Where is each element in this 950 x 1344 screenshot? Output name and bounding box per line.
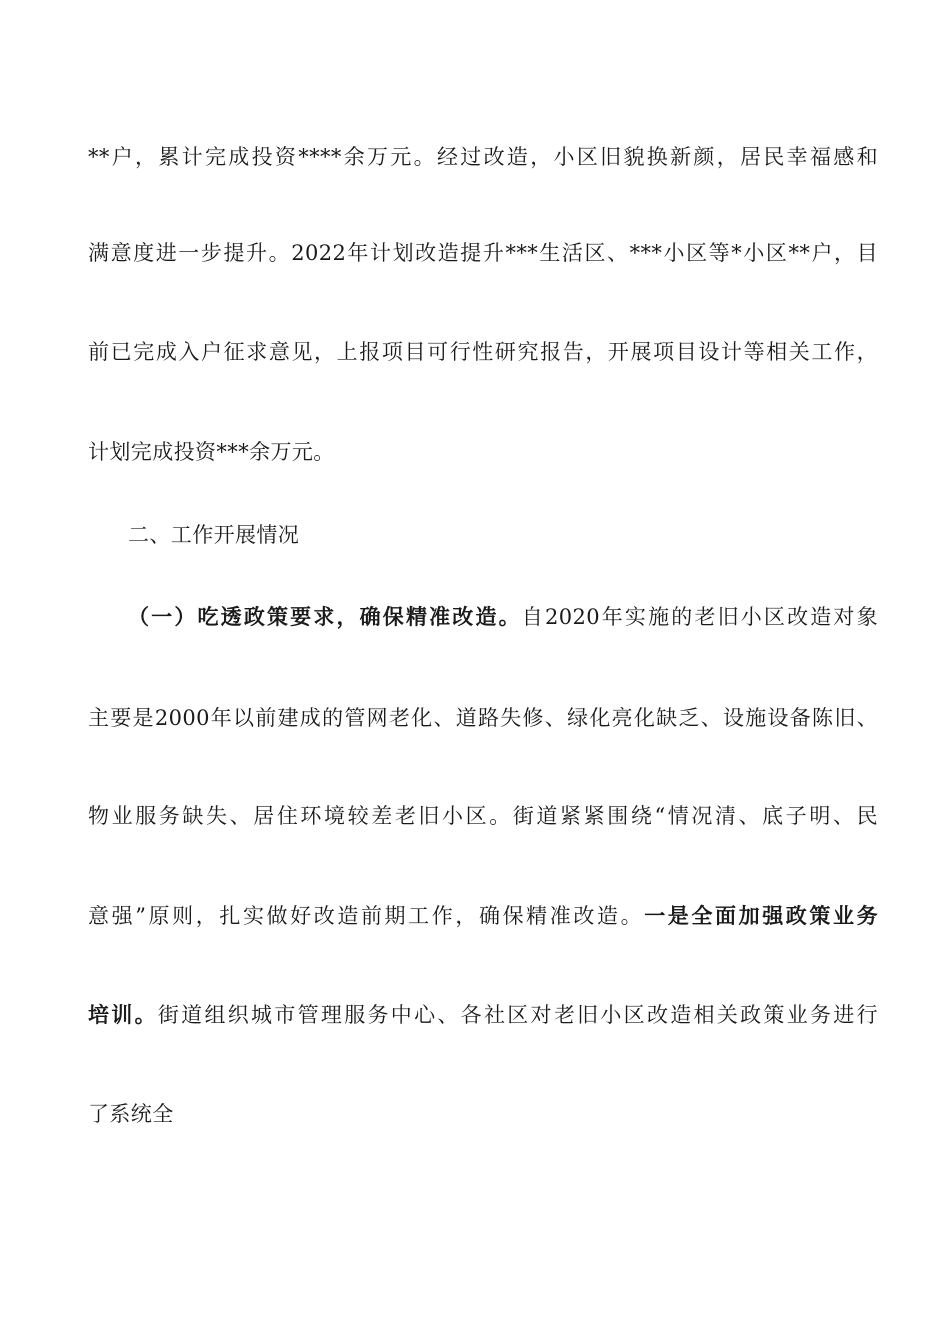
paragraph2-line2: 主要是2000年以前建成的管网老化、道路失修、绿化亮化缺乏、设施设备陈旧、: [88, 706, 878, 730]
paragraph1-line1: **户，累计完成投资****余万元。经过改造，小区旧貌换新颜，居民幸福感和: [88, 145, 878, 169]
paragraph2-line4-plain: 意强”原则，扎实做好改造前期工作，确保精准改造。: [88, 904, 645, 928]
paragraph2-line1: [128, 603, 878, 631]
paragraph2-line5: [88, 1001, 878, 1029]
paragraph1-line3: 前已完成入户征求意见，上报项目可行性研究报告，开展项目设计等相关工作，: [88, 340, 878, 364]
paragraph2-line5-bold: 培训。: [88, 1002, 158, 1027]
paragraph1-line4: 计划完成投资***余万元。: [88, 440, 335, 464]
paragraph1-line2: 满意度进一步提升。2022年计划改造提升***生活区、***小区等*小区**户，目: [88, 241, 878, 265]
paragraph2-line3: 物业服务缺失、居住环境较差老旧小区。街道紧紧围绕“情况清、底子明、民: [88, 804, 878, 828]
section-heading: 二、工作开展情况: [128, 523, 300, 547]
paragraph2-subtitle: （一）吃透政策要求，确保精准改造。: [128, 604, 522, 629]
paragraph2-line6: 了系统全: [88, 1102, 174, 1126]
paragraph2-line4: [88, 902, 878, 930]
paragraph2-line1-rest: 自2020年实施的老旧小区改造对象: [521, 605, 878, 629]
paragraph2-line5-rest: 街道组织城市管理服务中心、各社区对老旧小区改造相关政策业务进行: [157, 1003, 878, 1027]
paragraph2-line4-bold: 一是全面加强政策业务: [644, 903, 879, 928]
